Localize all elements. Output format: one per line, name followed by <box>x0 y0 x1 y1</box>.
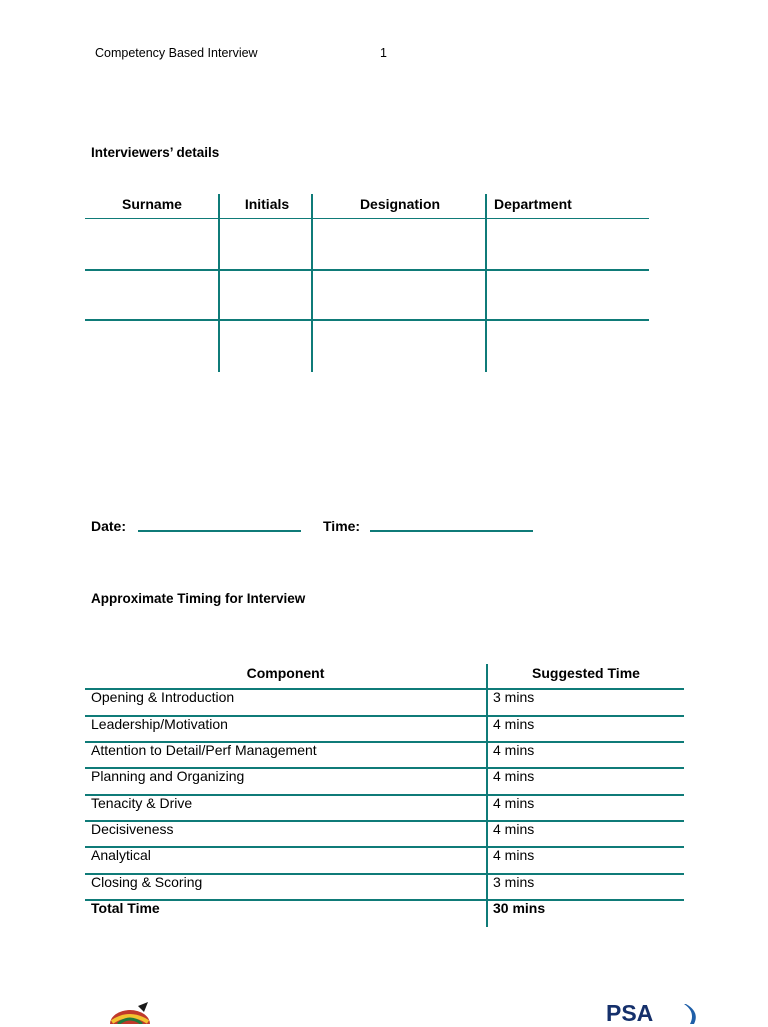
interviewer-row[interactable] <box>85 271 649 319</box>
time-cell: 4 mins <box>493 821 535 837</box>
total-row <box>85 899 684 925</box>
column-header-component: Component <box>246 665 325 681</box>
date-field[interactable] <box>138 530 301 532</box>
interviewers-section-title: Interviewers’ details <box>91 145 220 160</box>
time-cell: 4 mins <box>493 847 535 863</box>
column-header-department: Department <box>494 196 572 212</box>
component-cell: Attention to Detail/Perf Management <box>91 742 317 758</box>
time-cell: 3 mins <box>493 689 535 705</box>
time-cell: 4 mins <box>493 795 535 811</box>
component-cell: Analytical <box>91 847 151 863</box>
date-label: Date: <box>91 518 127 534</box>
time-cell: 4 mins <box>493 742 535 758</box>
total-time: 30 mins <box>493 900 546 916</box>
timing-row <box>85 715 684 741</box>
time-label: Time: <box>323 518 361 534</box>
total-label: Total Time <box>91 900 160 916</box>
component-cell: Tenacity & Drive <box>91 795 193 811</box>
component-cell: Opening & Introduction <box>91 689 235 705</box>
component-cell: Decisiveness <box>91 821 174 837</box>
time-cell: 4 mins <box>493 768 535 784</box>
column-header-designation: Designation <box>359 196 441 212</box>
component-cell: Leadership/Motivation <box>91 716 228 732</box>
page-number: 1 <box>380 46 387 60</box>
coat-of-arms-icon <box>104 1000 156 1024</box>
document-title: Competency Based Interview <box>95 46 258 60</box>
psa-logo: PSA <box>606 1000 654 1026</box>
time-cell: 4 mins <box>493 716 535 732</box>
column-header-suggested-time: Suggested Time <box>532 665 640 681</box>
time-cell: 3 mins <box>493 874 535 890</box>
timing-row <box>85 741 684 767</box>
header-divider <box>85 218 649 219</box>
swoosh-icon <box>678 1004 700 1024</box>
time-field[interactable] <box>370 530 533 532</box>
timing-row <box>85 820 684 846</box>
component-cell: Closing & Scoring <box>91 874 203 890</box>
column-header-initials: Initials <box>244 196 290 212</box>
timing-row <box>85 873 684 899</box>
component-cell: Planning and Organizing <box>91 768 245 784</box>
timing-row <box>85 767 684 793</box>
timing-section-title: Approximate Timing for Interview <box>91 591 306 606</box>
timing-row <box>85 846 684 872</box>
timing-row <box>85 794 684 820</box>
interviewer-row[interactable] <box>85 220 649 269</box>
column-divider <box>486 664 488 927</box>
column-header-surname: Surname <box>122 196 182 212</box>
interviewers-table <box>85 192 649 372</box>
timing-row <box>85 688 684 714</box>
timing-table <box>85 664 684 927</box>
interviewer-row[interactable] <box>85 321 649 372</box>
